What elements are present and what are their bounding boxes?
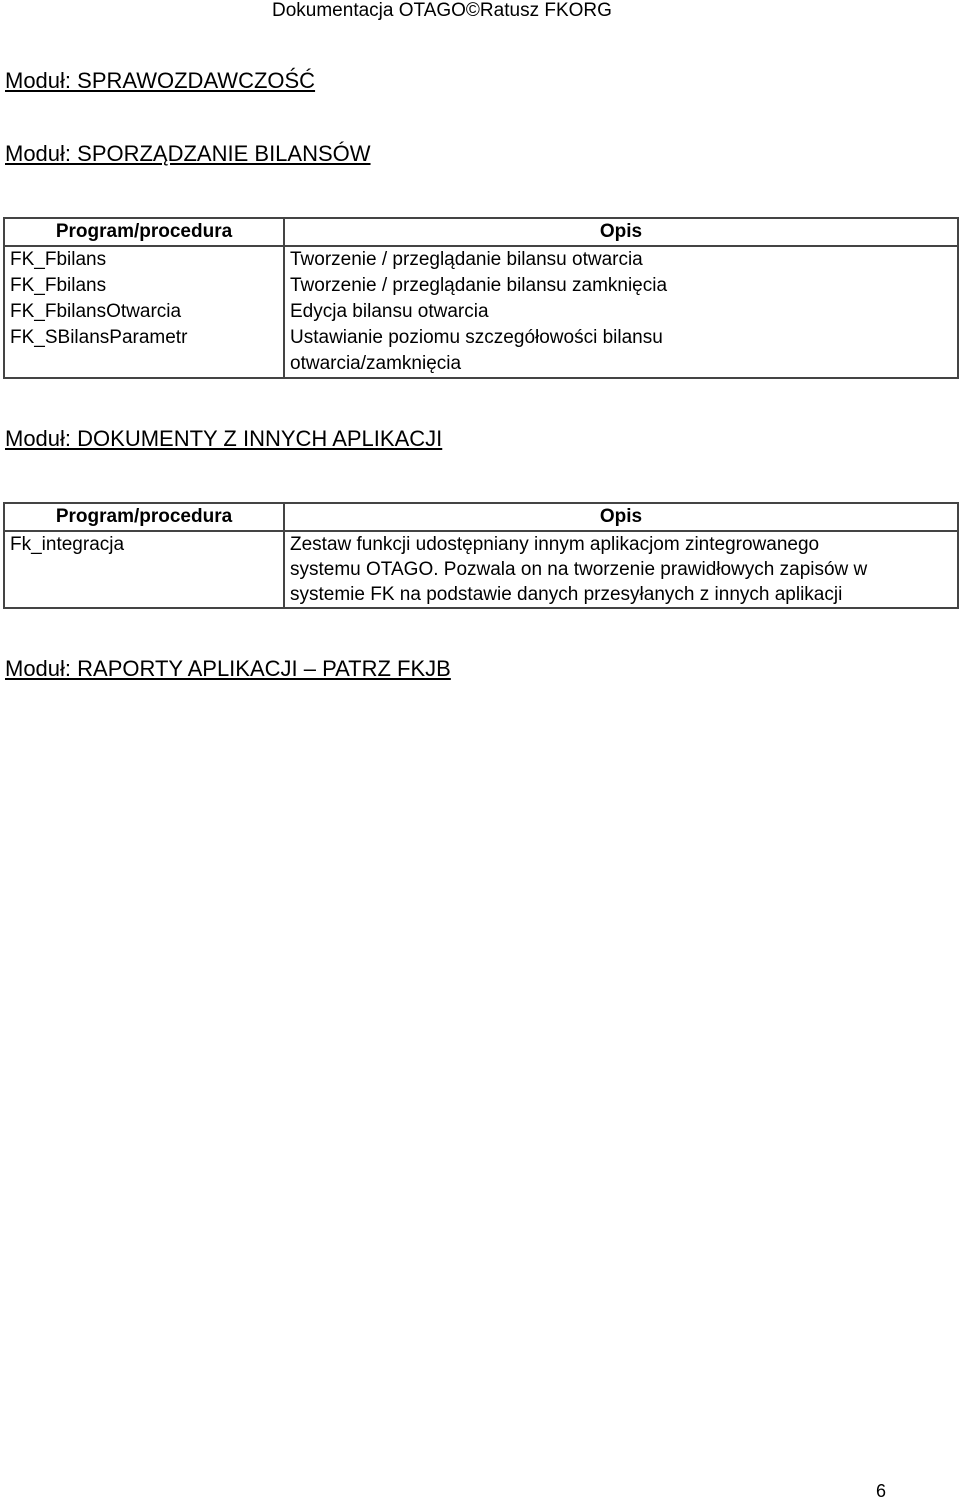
- page-number: 6: [876, 1481, 887, 1501]
- module-title-sporzadzanie-bilansow: Moduł: SPORZĄDZANIE BILANSÓW: [5, 141, 371, 166]
- program-cell: [4, 246, 284, 378]
- table-row: [4, 246, 958, 378]
- running-header: Dokumentacja OTAGO©Ratusz FKORG: [272, 0, 612, 21]
- program-cell: Fk_integracja: [4, 531, 284, 608]
- description-line: Ustawianie poziomu szczegółowości bilansu: [290, 327, 663, 348]
- bilanse-procedures-table: [3, 217, 959, 379]
- column-header-program: Program/procedura: [4, 218, 284, 246]
- description-line: Zestaw funkcji udostępniany innym aplikacjom zintegrowanego: [290, 534, 820, 555]
- integracja-procedures-table: [3, 502, 959, 609]
- description-line: systemu OTAGO. Pozwala on na tworzenie prawidłowych zapisów w: [290, 559, 868, 580]
- column-header-opis: Opis: [284, 218, 958, 246]
- description-line: Tworzenie / przeglądanie bilansu zamknięcia: [290, 275, 668, 296]
- module-title-dokumenty-z-innych-aplikacji: Moduł: DOKUMENTY Z INNYCH APLIKACJI: [5, 426, 443, 451]
- description-line: Tworzenie / przeglądanie bilansu otwarcia: [290, 249, 643, 270]
- program-name: FK_Fbilans: [10, 275, 107, 296]
- program-name: FK_SBilansParametr: [10, 327, 188, 348]
- description-line: Edycja bilansu otwarcia: [290, 301, 489, 322]
- description-cell: [284, 246, 958, 378]
- column-header-program: Program/procedura: [4, 503, 284, 531]
- program-name: FK_Fbilans: [10, 249, 107, 270]
- program-name: FK_FbilansOtwarcia: [10, 301, 182, 322]
- table-header-row: [4, 503, 958, 531]
- module-title-raporty-aplikacji: Moduł: RAPORTY APLIKACJI – PATRZ FKJB: [5, 656, 451, 681]
- table-row: [4, 531, 958, 608]
- description-cell: [284, 531, 958, 608]
- module-title-sprawozdawczosc: Moduł: SPRAWOZDAWCZOŚĆ: [5, 68, 316, 93]
- column-header-opis: Opis: [284, 503, 958, 531]
- description-line: systemie FK na podstawie danych przesyłanych z innych aplikacji: [290, 584, 843, 605]
- table-header-row: [4, 218, 958, 246]
- description-line: otwarcia/zamknięcia: [290, 353, 462, 374]
